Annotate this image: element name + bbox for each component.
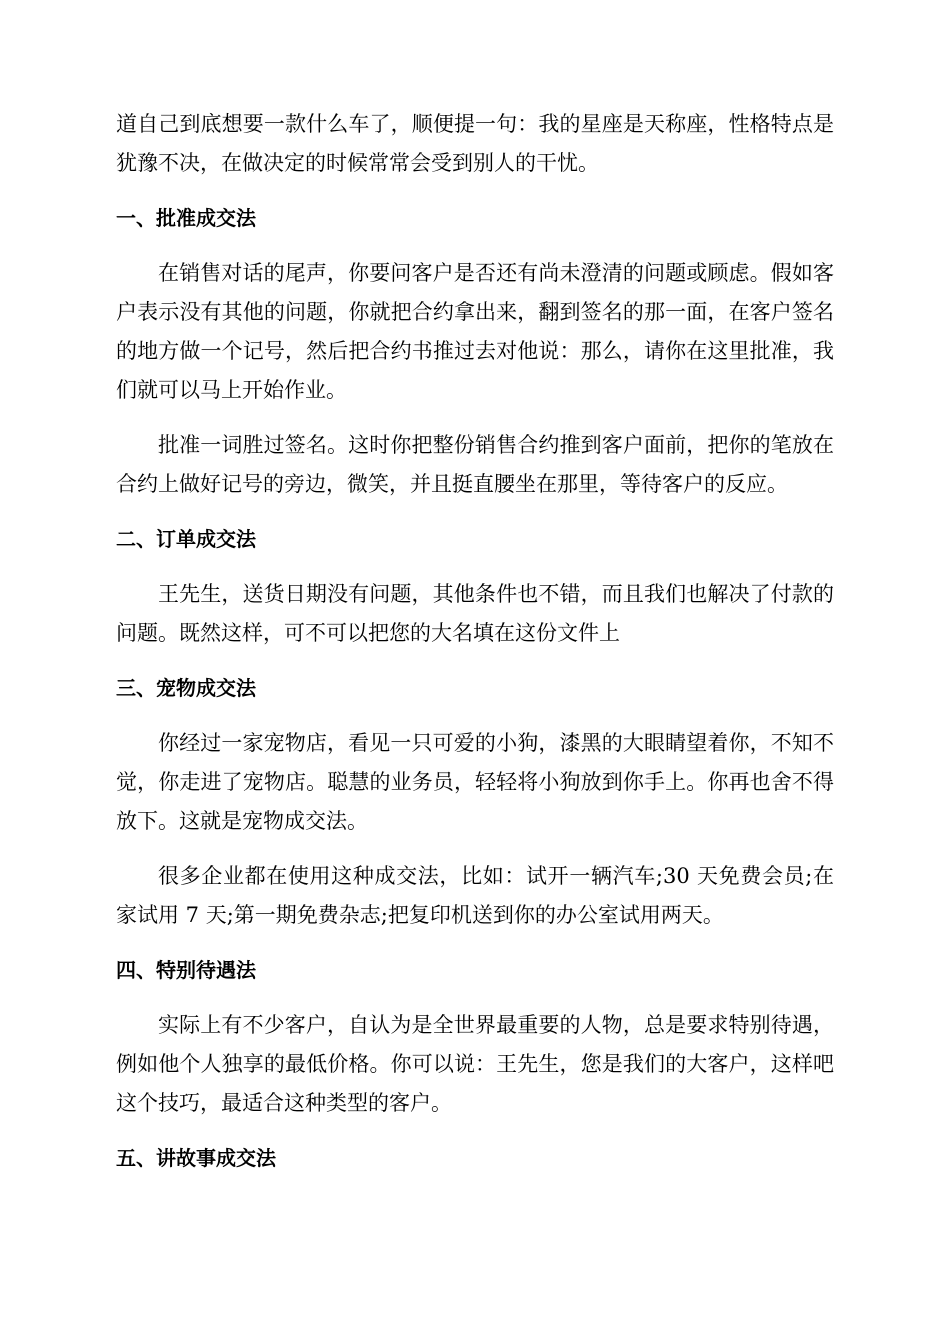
section-heading: 二、订单成交法: [116, 527, 256, 551]
section-heading: 一、批准成交法: [116, 206, 256, 230]
section-heading: 五、讲故事成交法: [116, 1146, 276, 1170]
section-special-treatment: [116, 951, 834, 1123]
section-approval-close: [116, 199, 834, 504]
section-paragraph: 实际上有不少客户，自认为是全世界最重要的人物，总是要求特别待遇，例如他个人独享的最低价格。你可以说：王先生，您是我们的大客户，这样吧这个技巧，最适合这种类型的客户。: [116, 1013, 834, 1115]
section-paragraph: 在销售对话的尾声，你要问客户是否还有尚未澄清的问题或顾虑。假如客户表示没有其他的问题，你就把合约拿出来，翻到签名的那一面，在客户签名的地方做一个记号，然后把合约书推过去对他说：那么，请你在这里批准，我们就可以马上开始作业。: [116, 261, 834, 402]
section-paragraph: 批准一词胜过签名。这时你把整份销售合约推到客户面前，把你的笔放在合约上做好记号的旁边，微笑，并且挺直腰坐在那里，等待客户的反应。: [116, 433, 834, 496]
section-order-close: [116, 520, 834, 653]
section-paragraph: 王先生，送货日期没有问题，其他条件也不错，而且我们也解决了付款的问题。既然这样，可不可以把您的大名填在这份文件上: [116, 582, 834, 645]
section-paragraph: 很多企业都在使用这种成交法，比如：试开一辆汽车;30 天免费会员;在家试用 7 天;第一期免费杂志;把复印机送到你的办公室试用两天。: [116, 864, 834, 927]
section-heading: 四、特别待遇法: [116, 958, 256, 982]
section-heading: 三、宠物成交法: [116, 676, 256, 700]
intro-paragraph: 道自己到底想要一款什么车了，顺便提一句：我的星座是天称座，性格特点是犹豫不决，在做决定的时候常常会受到别人的干忧。: [116, 112, 834, 175]
section-pet-close: [116, 669, 834, 935]
section-storytelling-close: [116, 1139, 834, 1178]
section-paragraph: 你经过一家宠物店，看见一只可爱的小狗，漆黑的大眼睛望着你，不知不觉，你走进了宠物店。聪慧的业务员，轻轻将小狗放到你手上。你再也舍不得放下。这就是宠物成交法。: [116, 731, 834, 833]
document-page: [116, 105, 834, 1194]
